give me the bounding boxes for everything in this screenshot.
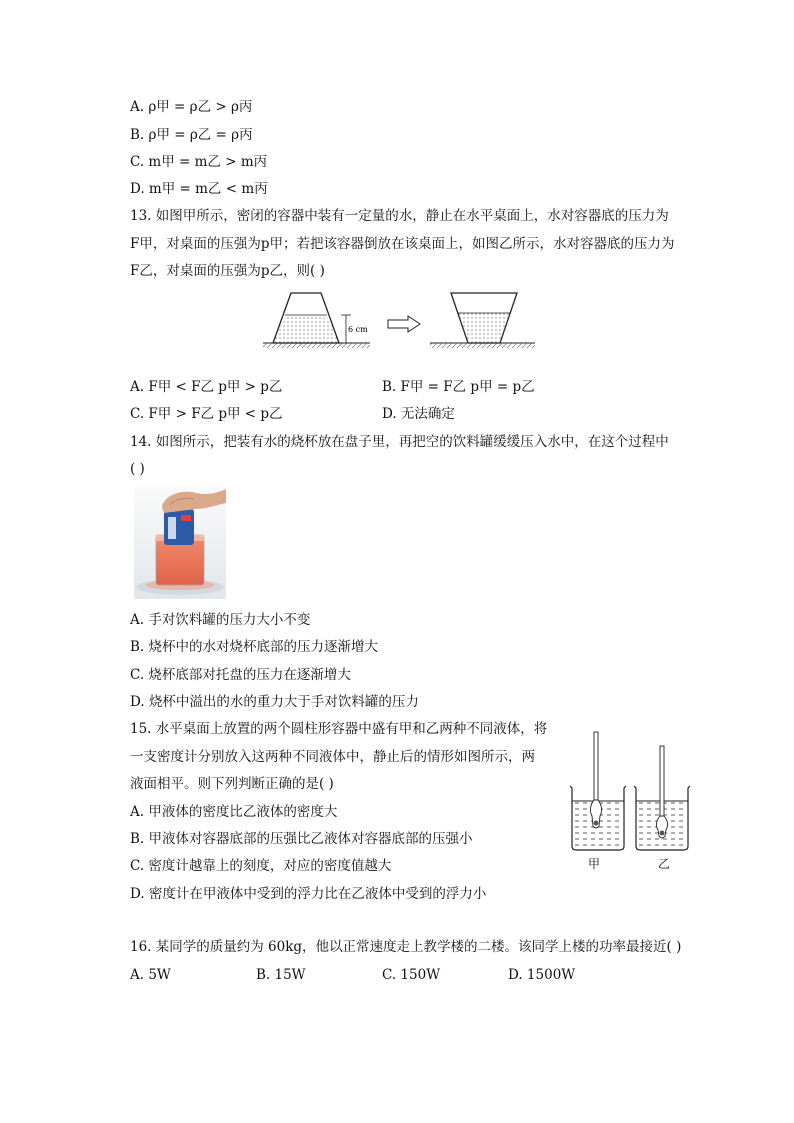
q14-photo-beaker-can [134,487,226,599]
q15-option-d: D. 密度计在甲液体中受到的浮力比在乙液体中受到的浮力小 [130,886,487,902]
q15-stem-line3: 液面相平。则下列判断正确的是( ) [130,776,334,792]
q15-hydrometer-figure [566,728,696,873]
q16-stem-line1: 16. 某同学的质量约为 60kg，他以正常速度走上教学楼的二楼。该同学上楼的功率最接近( ) [130,939,682,955]
q14-option-a: A. 手对饮料罐的压力大小不变 [130,612,311,628]
q16-option-c: C. 150W [382,967,441,983]
q13-dimension-label: 6 cm [348,325,368,334]
q13-option-b: B. F甲 = F乙 p甲 = p乙 [382,379,535,395]
q12-option-d: D. m甲 = m乙 < m丙 [130,181,268,197]
q13-option-a: A. F甲 < F乙 p甲 > p乙 [130,379,283,395]
q15-label-jia: 甲 [588,857,601,871]
q15-stem-line2: 一支密度计分别放入这两种不同液体中，静止后的情形如图所示，两 [130,749,535,765]
q13-option-d: D. 无法确定 [382,406,455,422]
q14-stem-line1: 14. 如图所示，把装有水的烧杯放在盘子里，再把空的饮料罐缓缓压入水中，在这个过程中 [130,434,669,450]
q14-option-c: C. 烧杯底部对托盘的压力在逐渐增大 [130,667,351,683]
q12-option-a: A. ρ甲 = ρ乙 > ρ丙 [130,99,253,115]
q12-option-c: C. m甲 = m乙 > m丙 [130,154,268,170]
q15-option-b: B. 甲液体对容器底部的压强比乙液体对容器底部的压强小 [130,831,473,847]
q15-option-c: C. 密度计越靠上的刻度，对应的密度值越大 [130,858,392,874]
q13-stem-line3: F乙，对桌面的压强为p乙，则( ) [130,263,325,279]
q14-option-b: B. 烧杯中的水对烧杯底部的压力逐渐增大 [130,639,379,655]
q16-option-b: B. 15W [256,967,306,983]
q15-label-yi: 乙 [658,857,671,871]
q12-option-b: B. ρ甲 = ρ乙 = ρ丙 [130,127,253,143]
q14-option-d: D. 烧杯中溢出的水的重力大于手对饮料罐的压力 [130,694,419,710]
q13-stem-line2: F甲，对桌面的压强为p甲；若把该容器倒放在该桌面上，如图乙所示，水对容器底的压力为 [130,236,675,252]
q13-option-c: C. F甲 > F乙 p甲 < p乙 [130,406,283,422]
q13-stem-line1: 13. 如图甲所示，密闭的容器中装有一定量的水，静止在水平桌面上，水对容器底的压力为 [130,208,669,224]
q16-option-d: D. 1500W [508,967,576,983]
q13-container-figure [255,285,545,355]
q15-stem-line1: 15. 水平桌面上放置的两个圆柱形容器中盛有甲和乙两种不同液体，将 [130,721,548,737]
q15-option-a: A. 甲液体的密度比乙液体的密度大 [130,804,338,820]
q14-stem-line2: ( ) [130,461,145,477]
q16-option-a: A. 5W [130,967,171,983]
